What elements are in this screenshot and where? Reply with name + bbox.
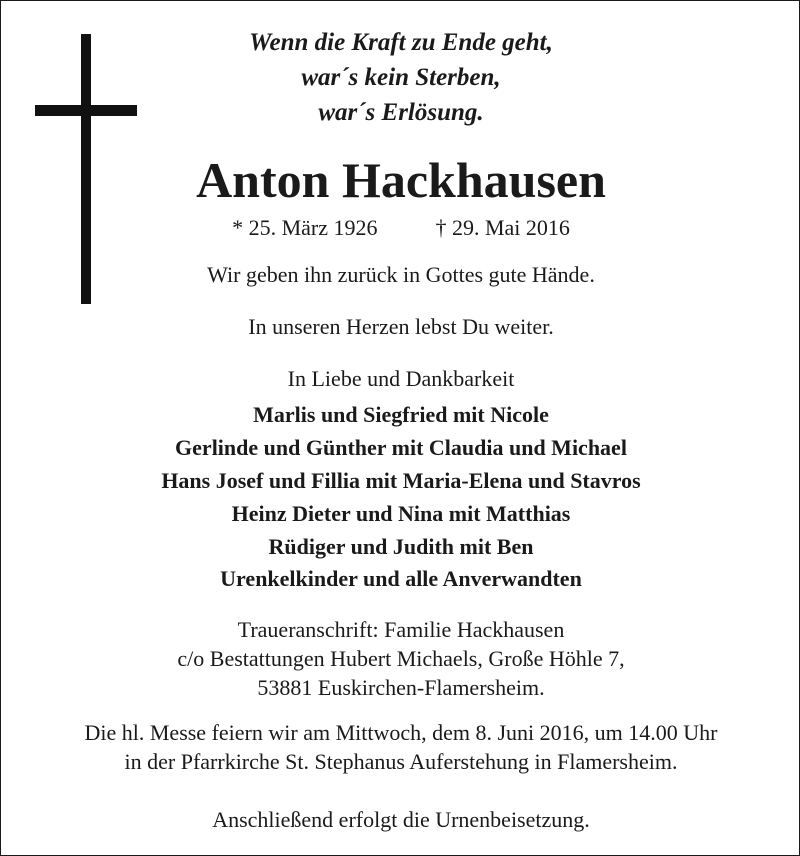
mourner-line: Hans Josef und Fillia mit Maria-Elena und Stavros <box>161 468 641 493</box>
death-date: † 29. Mai 2016 <box>435 215 570 240</box>
birth-date: * 25. März 1926 <box>232 215 378 240</box>
mourning-address-line-3: 53881 Euskirchen-Flamersheim. <box>257 675 545 700</box>
mourning-address-line-2: c/o Bestattungen Hubert Michaels, Große Höhle 7, <box>177 646 625 671</box>
mourner-line: Rüdiger und Judith mit Ben <box>268 534 534 559</box>
motto-line-3: war´s Erlösung. <box>318 99 484 126</box>
mourner-line: Gerlinde und Günther mit Claudia und Michael <box>175 435 627 460</box>
farewell-text: Wir geben ihn zurück in Gottes gute Hände. <box>207 262 595 287</box>
deceased-name: Anton Hackhausen <box>196 152 606 208</box>
closing-text: Anschließend erfolgt die Urnenbeisetzung. <box>212 807 590 832</box>
hearts-text: In unseren Herzen lebst Du weiter. <box>248 314 554 339</box>
mass-info-line-1: Die hl. Messe feiern wir am Mittwoch, dem 8. Juni 2016, um 14.00 Uhr <box>84 720 718 745</box>
mourner-line: Marlis und Siegfried mit Nicole <box>253 402 549 427</box>
mourner-line: Heinz Dieter und Nina mit Matthias <box>231 501 571 526</box>
motto-line-1: Wenn die Kraft zu Ende geht, <box>249 29 553 56</box>
mourning-address-line-1: Traueranschrift: Familie Hackhausen <box>237 617 565 642</box>
mass-info-line-2: in der Pfarrkirche St. Stephanus Auferstehung in Flamersheim. <box>124 749 678 774</box>
life-dates <box>1 217 800 239</box>
mourner-line: Urenkelkinder und alle Anverwandten <box>220 566 582 591</box>
gratitude-text: In Liebe und Dankbarkeit <box>287 366 515 391</box>
motto-line-2: war´s kein Sterben, <box>301 64 501 91</box>
